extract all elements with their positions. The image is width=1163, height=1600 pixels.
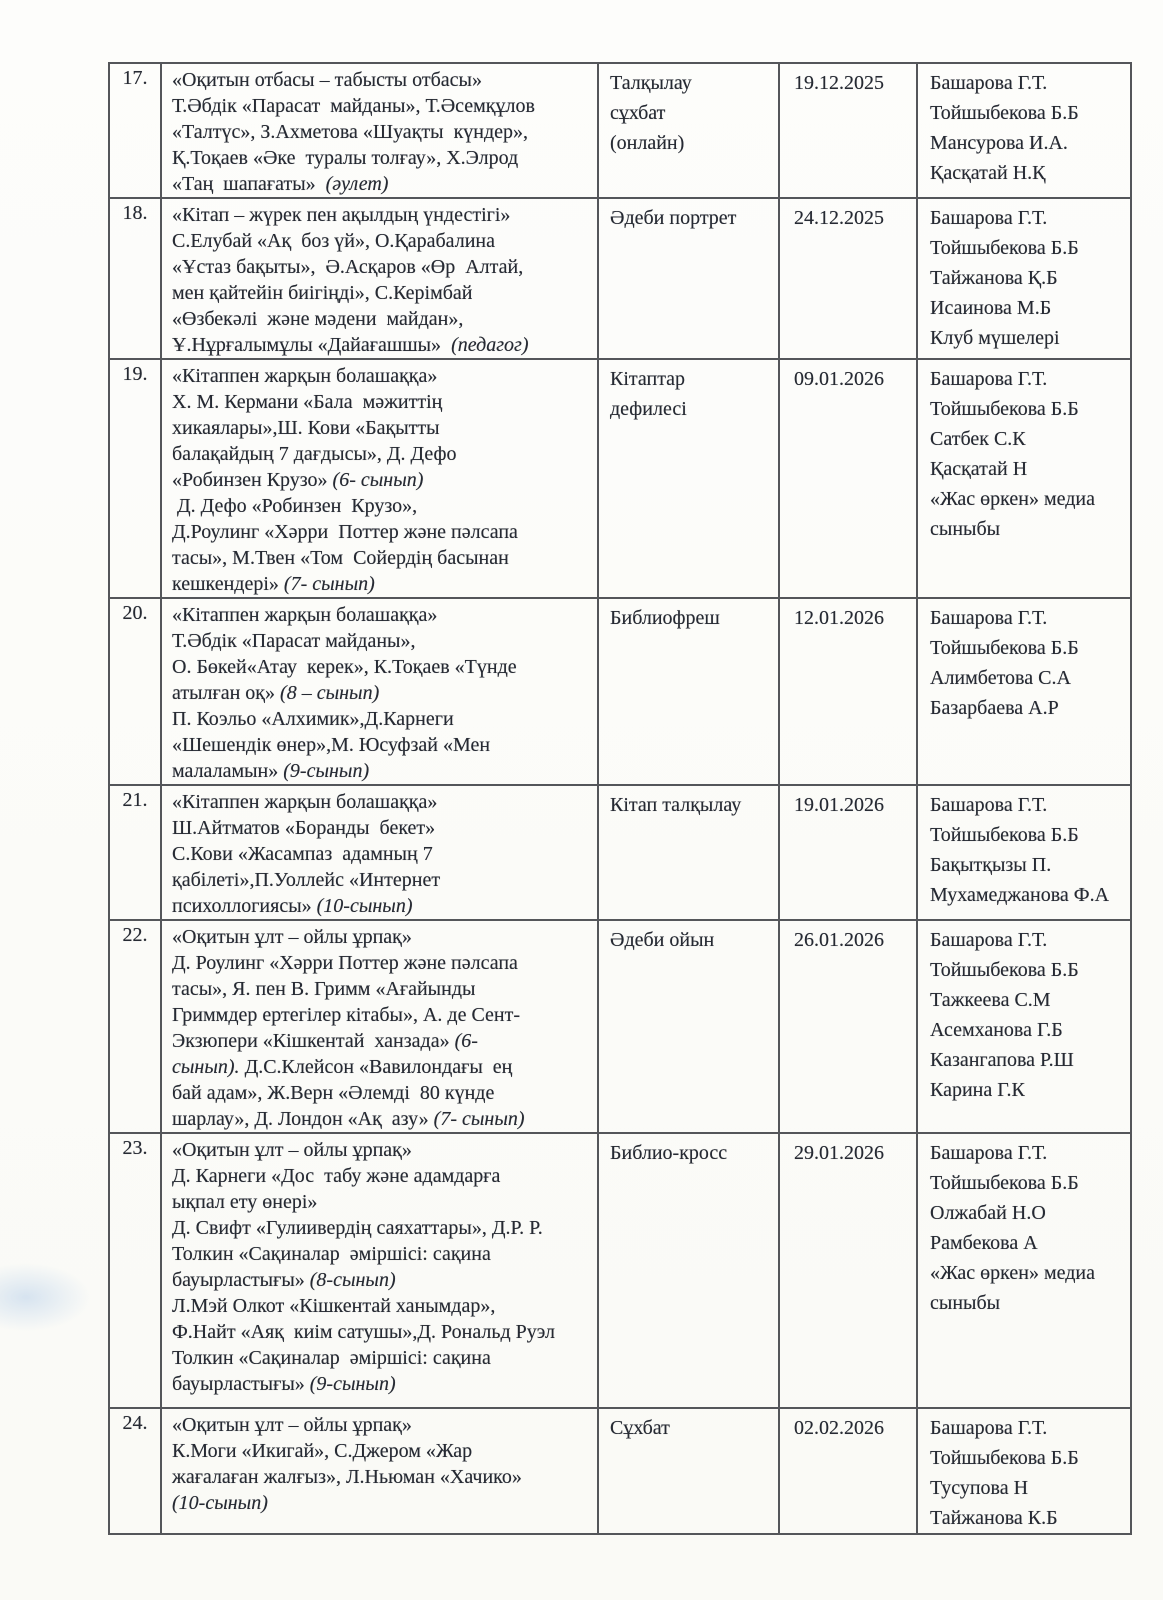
responsible-cell: Башарова Г.Т. Тойшыбекова Б.Б Бақытқызы П. Мухамеджанова Ф.А <box>917 785 1131 920</box>
responsible-cell: Башарова Г.Т. Тойшыбекова Б.Б Сатбек С.К Қасқатай Н «Жас өркен» медиа сыныбы <box>917 359 1131 598</box>
description-cell: «Оқитын отбасы – табысты отбасы» Т.Әбдік «Парасат майданы», Т.Әсемқұлов «Талтүс», З.Ахметова «Шуақты күндер», Қ.Тоқаев «Әке туралы толғау», Х.Элрод «Таң шапағаты» (әулет) <box>161 63 598 198</box>
date-cell: 09.01.2026 <box>779 359 917 598</box>
row-num-cell: 19. <box>109 359 161 598</box>
date-cell: 24.12.2025 <box>779 198 917 359</box>
table-row <box>109 1408 1131 1534</box>
table-row <box>109 63 1131 198</box>
description-cell: «Оқитын ұлт – ойлы ұрпақ» Д. Карнеги «Дос табу және адамдарға ықпал ету өнері» Д. Свифт «Гулиивердің саяхаттары», Д.Р. Р. Толкин «Сақиналар әміршісі: сақина бауырластығы» (8-сынып) Л.Мэй Олкот «Кішкентай ханымдар», Ф.Найт «Аяқ киім сатушы»,Д. Рональд Руэл Толкин «Сақиналар әміршісі: сақина бауырластығы» (9-сынып) <box>161 1133 598 1408</box>
format-cell: Кітап талқылау <box>598 785 779 920</box>
row-num-cell: 24. <box>109 1408 161 1534</box>
format-cell: Сұхбат <box>598 1408 779 1534</box>
description-cell: «Кітаппен жарқын болашаққа» Х. М. Кермани «Бала мәжиттің хикаялары»,Ш. Кови «Бақытты балақайдың 7 дағдысы», Д. Дефо «Робинзен Крузо» (6- сынып) Д. Дефо «Робинзен Крузо», Д.Роулинг «Хәрри Поттер және пәлсапа тасы», М.Твен «Том Сойердің басынан кешкендері» (7- сынып) <box>161 359 598 598</box>
responsible-cell: Башарова Г.Т. Тойшыбекова Б.Б Тусупова Н Тайжанова К.Б <box>917 1408 1131 1534</box>
table-row <box>109 785 1131 920</box>
table-row <box>109 359 1131 598</box>
format-cell: Талқылау сұхбат (онлайн) <box>598 63 779 198</box>
table-row <box>109 920 1131 1133</box>
date-cell: 19.12.2025 <box>779 63 917 198</box>
reading-plan-table <box>108 62 1132 1535</box>
date-cell: 26.01.2026 <box>779 920 917 1133</box>
row-num-cell: 23. <box>109 1133 161 1408</box>
format-cell: Библиофреш <box>598 598 779 785</box>
description-cell: «Оқитын ұлт – ойлы ұрпақ» Д. Роулинг «Хәрри Поттер және пәлсапа тасы», Я. пен В. Гримм «Ағайынды Гриммдер ертегілер кітабы», А. де Сент- Экзюпери «Кішкентай ханзада» (6- сынып). Д.С.Клейсон «Вавилондағы ең бай адам», Ж.Верн «Әлемді 80 күнде шарлау», Д. Лондон «Ақ азу» (7- сынып) <box>161 920 598 1133</box>
date-cell: 29.01.2026 <box>779 1133 917 1408</box>
responsible-cell: Башарова Г.Т. Тойшыбекова Б.Б Тайжанова Қ.Б Исаинова М.Б Клуб мүшелері <box>917 198 1131 359</box>
date-cell: 02.02.2026 <box>779 1408 917 1534</box>
table-row <box>109 1133 1131 1408</box>
description-cell: «Кітап – жүрек пен ақылдың үндестігі» С.Елубай «Ақ боз үй», О.Қарабалина «Ұстаз бақыты», Ә.Асқаров «Өр Алтай, мен қайтейін биігіңді», С.Керімбай «Өзбекәлі және мәдени майдан», Ұ.Нұрғалымұлы «Дайағашшы» (педагог) <box>161 198 598 359</box>
row-num-cell: 17. <box>109 63 161 198</box>
format-cell: Әдеби портрет <box>598 198 779 359</box>
plan-table-body <box>109 63 1131 1534</box>
responsible-cell: Башарова Г.Т. Тойшыбекова Б.Б Алимбетова С.А Базарбаева А.Р <box>917 598 1131 785</box>
scan-artifact <box>0 1262 92 1332</box>
row-num-cell: 18. <box>109 198 161 359</box>
row-num-cell: 22. <box>109 920 161 1133</box>
format-cell: Библио-кросс <box>598 1133 779 1408</box>
responsible-cell: Башарова Г.Т. Тойшыбекова Б.Б Тажкеева С.М Асемханова Г.Б Казангапова Р.Ш Карина Г.К <box>917 920 1131 1133</box>
format-cell: Әдеби ойын <box>598 920 779 1133</box>
date-cell: 12.01.2026 <box>779 598 917 785</box>
table-row <box>109 598 1131 785</box>
description-cell: «Оқитын ұлт – ойлы ұрпақ» К.Моги «Икигай», С.Джером «Жар жағалаған жалғыз», Л.Ньюман «Хачико» (10-сынып) <box>161 1408 598 1534</box>
responsible-cell: Башарова Г.Т. Тойшыбекова Б.Б Мансурова И.А. Қасқатай Н.Қ <box>917 63 1131 198</box>
description-cell: «Кітаппен жарқын болашаққа» Т.Әбдік «Парасат майданы», О. Бөкей«Атау керек», К.Тоқаев «Түнде атылған оқ» (8 – сынып) П. Коэльо «Алхимик»,Д.Карнеги «Шешендік өнер»,М. Юсуфзай «Мен малаламын» (9-сынып) <box>161 598 598 785</box>
description-cell: «Кітаппен жарқын болашаққа» Ш.Айтматов «Боранды бекет» С.Кови «Жасампаз адамның 7 қабілеті»,П.Уоллейс «Интернет психоллогиясы» (10-сынып) <box>161 785 598 920</box>
row-num-cell: 20. <box>109 598 161 785</box>
table-row <box>109 198 1131 359</box>
date-cell: 19.01.2026 <box>779 785 917 920</box>
responsible-cell: Башарова Г.Т. Тойшыбекова Б.Б Олжабай Н.О Рамбекова А «Жас өркен» медиа сыныбы <box>917 1133 1131 1408</box>
row-num-cell: 21. <box>109 785 161 920</box>
format-cell: Кітаптар дефилесі <box>598 359 779 598</box>
